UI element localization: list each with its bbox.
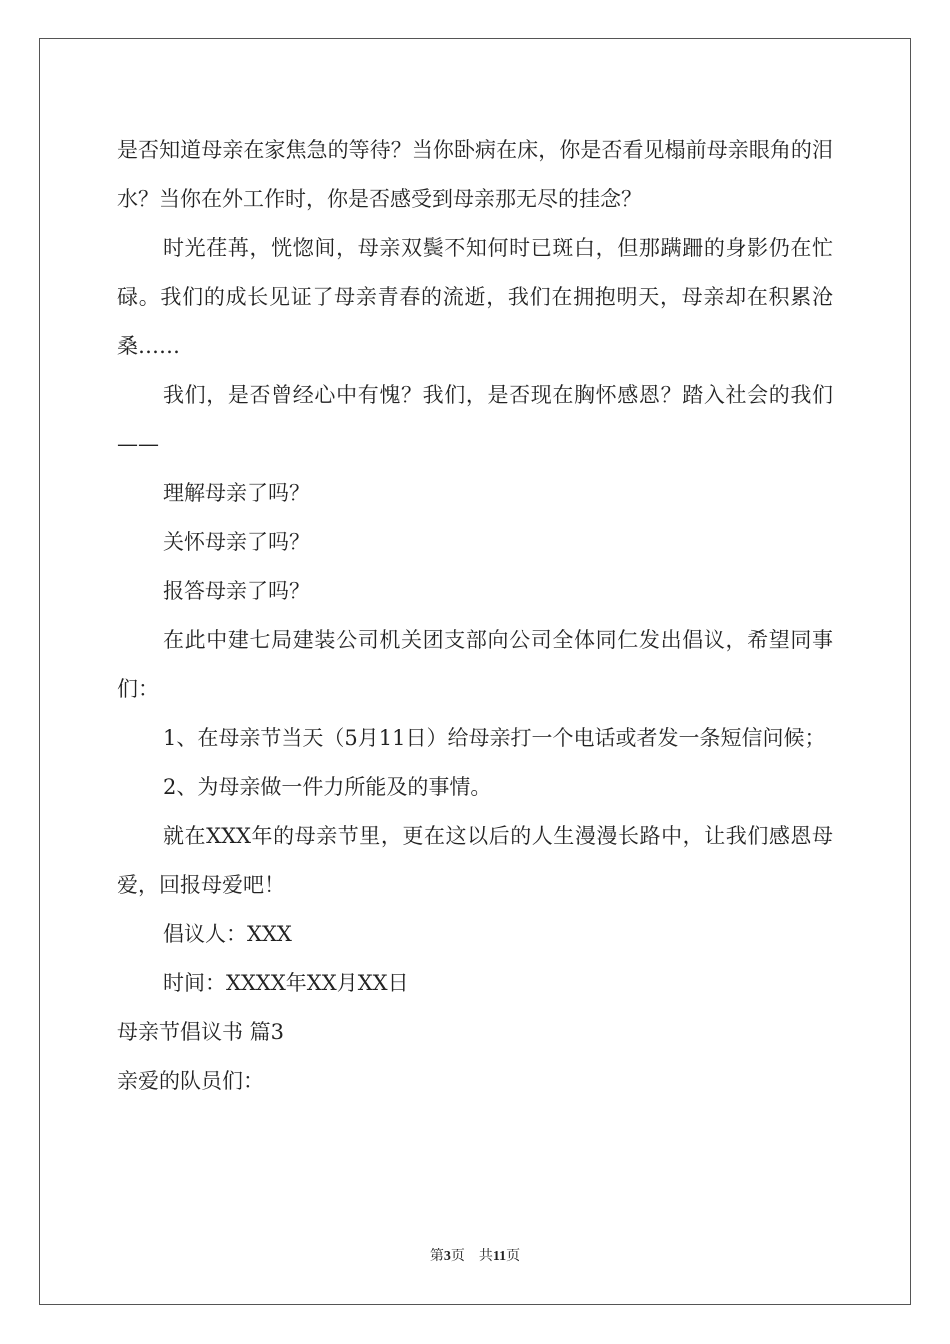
document-body xyxy=(117,126,833,1106)
paragraph-2: 时光荏苒，恍惚间，母亲双鬓不知何时已斑白，但那蹒跚的身影仍在忙碌。我们的成长见证了母亲青春的流逝，我们在拥抱明天，母亲却在积累沧桑…… xyxy=(117,236,833,358)
page-suffix: 页 xyxy=(450,1249,465,1264)
paragraph-4: 理解母亲了吗？ xyxy=(163,481,310,505)
page-prefix: 第 xyxy=(429,1249,444,1264)
paragraph-6: 报答母亲了吗？ xyxy=(163,579,310,603)
signature-line: 倡议人：XXX xyxy=(163,922,292,946)
paragraph-1: 是否知道母亲在家焦急的等待？当你卧病在床，你是否看见榻前母亲眼角的泪水？当你在外工作时，你是否感受到母亲那无尽的挂念？ xyxy=(117,138,833,211)
paragraph-3: 我们，是否曾经心中有愧？我们，是否现在胸怀感恩？踏入社会的我们—— xyxy=(117,383,833,456)
total-prefix: 共 xyxy=(478,1249,493,1264)
total-suffix: 页 xyxy=(506,1249,521,1264)
section-heading: 母亲节倡议书 篇3 xyxy=(117,1020,285,1044)
paragraph-7: 在此中建七局建装公司机关团支部向公司全体同仁发出倡议，希望同事们： xyxy=(117,628,833,701)
paragraph-5: 关怀母亲了吗？ xyxy=(163,530,310,554)
total-pages: 11 xyxy=(492,1249,507,1264)
paragraph-8: 就在XXX年的母亲节里，更在这以后的人生漫漫长路中，让我们感恩母爱，回报母爱吧！ xyxy=(117,824,833,897)
list-item-1: 1、在母亲节当天（5月11日）给母亲打一个电话或者发一条短信问候； xyxy=(163,726,826,750)
page-number: 3 xyxy=(443,1249,451,1264)
salutation: 亲爱的队员们： xyxy=(117,1069,264,1093)
page-footer xyxy=(0,1245,950,1265)
date-line: 时间：XXXX年XX月XX日 xyxy=(163,971,409,995)
list-item-2: 2、为母亲做一件力所能及的事情。 xyxy=(163,775,492,799)
